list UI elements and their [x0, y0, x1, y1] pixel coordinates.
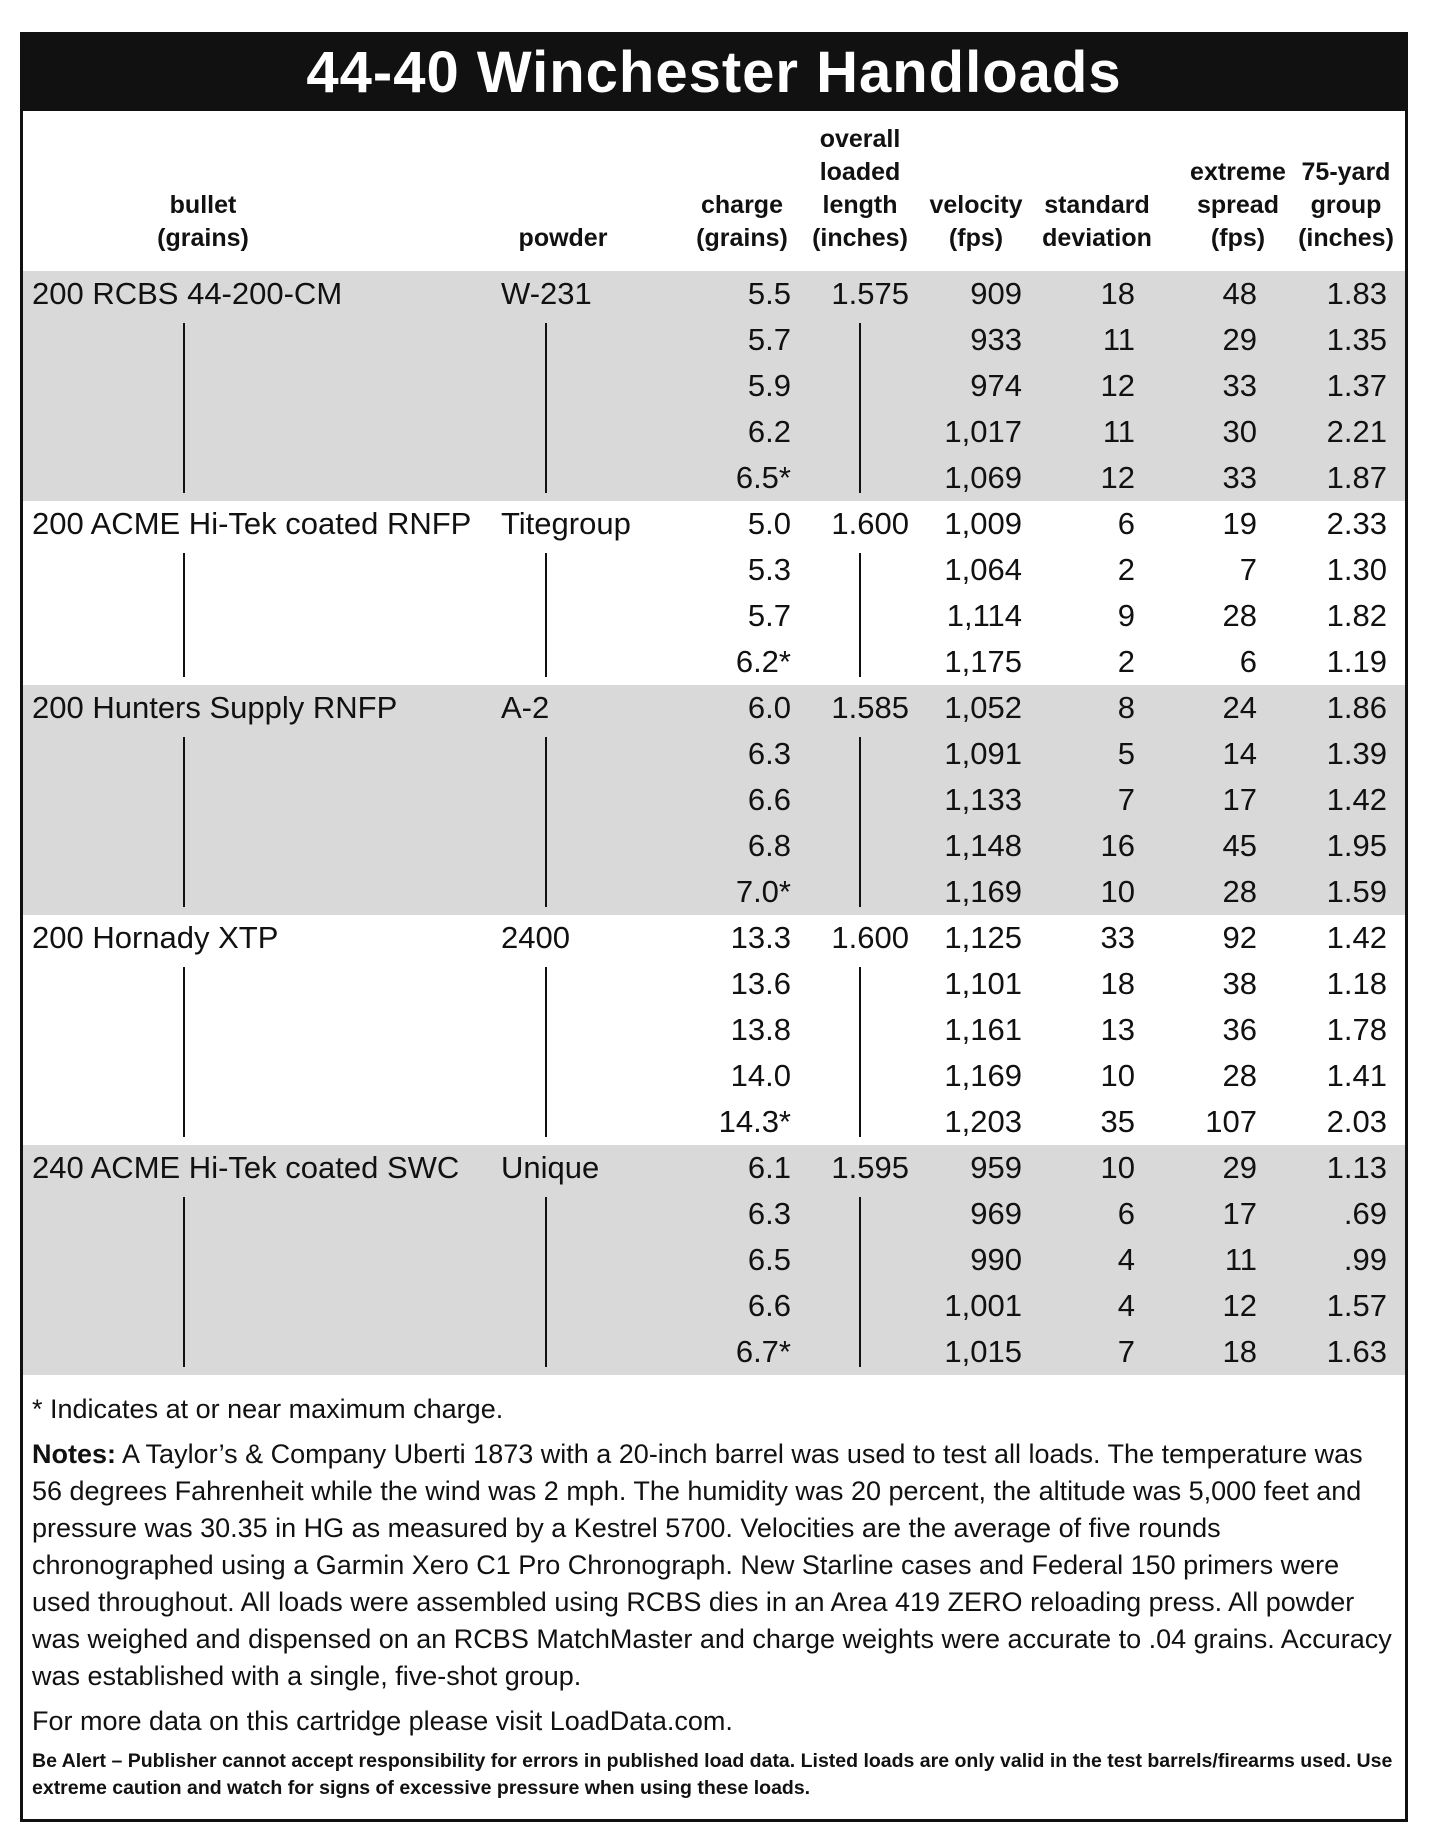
- bullet-cell: 200 Hunters Supply RNFP: [32, 690, 398, 725]
- charge-cell: 6.7*: [735, 1334, 791, 1369]
- velocity-cell: 974: [970, 368, 1022, 403]
- standard-deviation-cell: 4: [1117, 1242, 1135, 1277]
- group-cell: 1.59: [1326, 874, 1387, 909]
- extreme-spread-cell: 92: [1222, 920, 1257, 955]
- standard-deviation-cell: 12: [1100, 368, 1135, 403]
- velocity-cell: 1,017: [944, 414, 1022, 449]
- group-cell: 1.19: [1326, 644, 1387, 679]
- table-row: [23, 1191, 1405, 1237]
- charge-cell: 6.3: [747, 736, 791, 771]
- notes-label: Notes:: [32, 1439, 117, 1469]
- velocity-cell: 909: [970, 276, 1022, 311]
- table-footer: [23, 1375, 1405, 1802]
- bullet-ditto-line: [183, 553, 185, 677]
- header-velocity: velocity (fps): [929, 191, 1023, 252]
- group-cell: 1.95: [1326, 828, 1387, 863]
- powder-cell: 2400: [501, 920, 570, 955]
- table-row: [23, 1283, 1405, 1329]
- oal-cell: 1.600: [831, 506, 909, 541]
- standard-deviation-cell: 5: [1117, 736, 1135, 771]
- powder-ditto-line: [545, 553, 547, 677]
- powder-ditto-line: [545, 1197, 547, 1367]
- table-row: [23, 685, 1405, 731]
- group-cell: 2.03: [1326, 1104, 1387, 1139]
- standard-deviation-cell: 10: [1100, 1150, 1135, 1185]
- charge-cell: 14.3*: [718, 1104, 791, 1139]
- table-row: [23, 409, 1405, 455]
- velocity-cell: 969: [970, 1196, 1022, 1231]
- charge-cell: 5.7: [747, 322, 791, 357]
- group-cell: 1.82: [1326, 598, 1387, 633]
- powder-cell: A-2: [501, 690, 550, 725]
- velocity-cell: 1,169: [944, 1058, 1022, 1093]
- extreme-spread-cell: 11: [1224, 1242, 1257, 1277]
- group-cell: 1.83: [1326, 276, 1387, 311]
- velocity-cell: 1,069: [944, 460, 1022, 495]
- group-cell: 1.30: [1326, 552, 1387, 587]
- standard-deviation-cell: 2: [1117, 644, 1135, 679]
- powder-ditto-line: [545, 323, 547, 493]
- charge-cell: 13.6: [730, 966, 791, 1001]
- oal-cell: 1.585: [831, 690, 909, 725]
- velocity-cell: 1,001: [944, 1288, 1022, 1323]
- charge-cell: 6.5: [747, 1242, 791, 1277]
- load-group: [23, 271, 1405, 501]
- header-charge: charge (grains): [696, 191, 788, 252]
- table-row: [23, 317, 1405, 363]
- standard-deviation-cell: 16: [1100, 828, 1135, 863]
- oal-ditto-line: [859, 967, 861, 1137]
- standard-deviation-cell: 11: [1102, 322, 1135, 357]
- velocity-cell: 1,133: [944, 782, 1022, 817]
- standard-deviation-cell: 12: [1100, 460, 1135, 495]
- bullet-cell: 200 ACME Hi-Tek coated RNFP: [32, 506, 472, 541]
- standard-deviation-cell: 8: [1117, 690, 1135, 725]
- powder-ditto-line: [545, 967, 547, 1137]
- group-cell: 1.87: [1326, 460, 1387, 495]
- table-row: [23, 271, 1405, 317]
- velocity-cell: 1,101: [944, 966, 1022, 1001]
- velocity-cell: 1,169: [944, 874, 1022, 909]
- standard-deviation-cell: 35: [1100, 1104, 1135, 1139]
- velocity-cell: 1,064: [944, 552, 1022, 587]
- header-powder: powder: [518, 224, 608, 252]
- standard-deviation-cell: 18: [1100, 966, 1135, 1001]
- table-body: [23, 271, 1405, 1375]
- velocity-cell: 990: [970, 1242, 1022, 1277]
- group-cell: 1.63: [1326, 1334, 1387, 1369]
- charge-cell: 13.8: [730, 1012, 791, 1047]
- velocity-cell: 933: [970, 322, 1022, 357]
- table-row: [23, 363, 1405, 409]
- extreme-spread-cell: 24: [1222, 690, 1257, 725]
- table-header: [23, 111, 1405, 271]
- charge-cell: 5.7: [747, 598, 791, 633]
- bullet-cell: 200 RCBS 44-200-CM: [32, 276, 343, 311]
- group-cell: 1.42: [1326, 920, 1387, 955]
- table-row: [23, 547, 1405, 593]
- table-row: [23, 823, 1405, 869]
- charge-cell: 6.6: [747, 782, 791, 817]
- extreme-spread-cell: 14: [1222, 736, 1257, 771]
- standard-deviation-cell: 33: [1100, 920, 1135, 955]
- table-row: [23, 593, 1405, 639]
- powder-cell: Titegroup: [501, 506, 631, 541]
- velocity-cell: 1,125: [944, 920, 1022, 955]
- header-extreme-spread: extreme spread (fps): [1190, 158, 1286, 252]
- velocity-cell: 1,114: [946, 598, 1022, 633]
- standard-deviation-cell: 6: [1117, 506, 1135, 541]
- velocity-cell: 1,009: [944, 506, 1022, 541]
- group-cell: 1.13: [1326, 1150, 1387, 1185]
- group-cell: .69: [1343, 1196, 1387, 1231]
- charge-cell: 5.5: [747, 276, 791, 311]
- group-cell: 1.37: [1326, 368, 1387, 403]
- standard-deviation-cell: 2: [1117, 552, 1135, 587]
- table-row: [23, 915, 1405, 961]
- group-cell: 1.35: [1326, 322, 1387, 357]
- powder-ditto-line: [545, 737, 547, 907]
- charge-cell: 7.0*: [735, 874, 791, 909]
- table-row: [23, 1053, 1405, 1099]
- notes-text: A Taylor’s & Company Uberti 1873 with a 20-inch barrel was used to test all loads. The temperature was 56 degrees Fahrenheit while the wind was 2 mph. The humidity was 20 percent, the altitude was 5,000 feet and pressure was 30.35 in HG as measured by a Kestrel 5700. Velocities are the average of five rounds chronographed using a Garmin Xero C1 Pro Chronograph. New Starline cases and Federal 150 primers were used throughout. All loads were assembled using RCBS dies in an Area 419 ZERO reloading press. All powder was weighed and dispensed on an RCBS MatchMaster and charge weights were accurate to .04 grains. Accuracy was established with a single, five-shot group.: [32, 1439, 1392, 1691]
- velocity-cell: 1,161: [944, 1012, 1022, 1047]
- table-row: [23, 777, 1405, 823]
- table-row: [23, 869, 1405, 915]
- extreme-spread-cell: 17: [1222, 782, 1257, 817]
- group-cell: 1.18: [1326, 966, 1387, 1001]
- extreme-spread-cell: 48: [1222, 276, 1257, 311]
- extreme-spread-cell: 12: [1222, 1288, 1257, 1323]
- table-row: [23, 731, 1405, 777]
- table-title: 44-40 Winchester Handloads: [23, 35, 1405, 111]
- extreme-spread-cell: 28: [1222, 598, 1257, 633]
- group-cell: 2.21: [1326, 414, 1387, 449]
- bullet-cell: 240 ACME Hi-Tek coated SWC: [32, 1150, 460, 1185]
- bullet-ditto-line: [183, 323, 185, 493]
- alert-disclaimer: Be Alert – Publisher cannot accept responsibility for errors in published load data. Listed loads are only valid in the test barrels/firearms used. Use extreme caution and watch for signs of excessive pressure when using these loads.: [32, 1750, 1393, 1799]
- extreme-spread-cell: 7: [1239, 552, 1257, 587]
- group-cell: 1.42: [1326, 782, 1387, 817]
- velocity-cell: 1,091: [944, 736, 1022, 771]
- standard-deviation-cell: 7: [1117, 1334, 1135, 1369]
- charge-cell: 6.0: [747, 690, 791, 725]
- table-row: [23, 961, 1405, 1007]
- standard-deviation-cell: 4: [1117, 1288, 1135, 1323]
- standard-deviation-cell: 7: [1117, 782, 1135, 817]
- bullet-cell: 200 Hornady XTP: [32, 920, 279, 955]
- velocity-cell: 1,015: [944, 1334, 1022, 1369]
- load-group: [23, 685, 1405, 915]
- footnote: * Indicates at or near maximum charge.: [32, 1394, 504, 1424]
- load-group: [23, 915, 1405, 1145]
- table-row: [23, 1007, 1405, 1053]
- velocity-cell: 959: [970, 1150, 1022, 1185]
- oal-cell: 1.575: [831, 276, 909, 311]
- group-cell: 1.86: [1326, 690, 1387, 725]
- header-oal: overall loaded length (inches): [812, 125, 908, 252]
- extreme-spread-cell: 30: [1222, 414, 1257, 449]
- group-cell: 2.33: [1326, 506, 1387, 541]
- velocity-cell: 1,052: [944, 690, 1022, 725]
- group-cell: .99: [1343, 1242, 1387, 1277]
- load-data-table-panel: [20, 32, 1408, 1822]
- bullet-ditto-line: [183, 967, 185, 1137]
- standard-deviation-cell: 9: [1117, 598, 1135, 633]
- charge-cell: 6.8: [747, 828, 791, 863]
- bullet-ditto-line: [183, 737, 185, 907]
- group-cell: 1.57: [1326, 1288, 1387, 1323]
- extreme-spread-cell: 28: [1222, 1058, 1257, 1093]
- powder-cell: W-231: [501, 276, 592, 311]
- extreme-spread-cell: 38: [1222, 966, 1257, 1001]
- velocity-cell: 1,175: [944, 644, 1022, 679]
- group-cell: 1.39: [1326, 736, 1387, 771]
- charge-cell: 6.5*: [735, 460, 791, 495]
- standard-deviation-cell: 13: [1100, 1012, 1135, 1047]
- velocity-cell: 1,203: [944, 1104, 1022, 1139]
- standard-deviation-cell: 11: [1102, 414, 1135, 449]
- group-cell: 1.78: [1326, 1012, 1387, 1047]
- oal-cell: 1.600: [831, 920, 909, 955]
- charge-cell: 6.6: [747, 1288, 791, 1323]
- bullet-ditto-line: [183, 1197, 185, 1367]
- table-row: [23, 1237, 1405, 1283]
- charge-cell: 13.3: [730, 920, 791, 955]
- oal-ditto-line: [859, 553, 861, 677]
- table-row: [23, 455, 1405, 501]
- extreme-spread-cell: 107: [1205, 1104, 1257, 1139]
- charge-cell: 5.3: [747, 552, 791, 587]
- extreme-spread-cell: 45: [1222, 828, 1257, 863]
- oal-ditto-line: [859, 1197, 861, 1367]
- extreme-spread-cell: 18: [1222, 1334, 1257, 1369]
- table-row: [23, 1099, 1405, 1145]
- extreme-spread-cell: 29: [1222, 322, 1257, 357]
- more-data-text: For more data on this cartridge please visit LoadData.com.: [32, 1706, 733, 1736]
- group-cell: 1.41: [1326, 1058, 1387, 1093]
- charge-cell: 6.2*: [735, 644, 791, 679]
- charge-cell: 6.2: [747, 414, 791, 449]
- powder-cell: Unique: [501, 1150, 600, 1185]
- charge-cell: 6.3: [747, 1196, 791, 1231]
- header-standard-deviation: standard deviation: [1042, 191, 1152, 252]
- standard-deviation-cell: 10: [1100, 1058, 1135, 1093]
- notes-paragraph: [32, 1436, 1396, 1695]
- extreme-spread-cell: 6: [1239, 644, 1257, 679]
- extreme-spread-cell: 29: [1222, 1150, 1257, 1185]
- extreme-spread-cell: 28: [1222, 874, 1257, 909]
- extreme-spread-cell: 17: [1222, 1196, 1257, 1231]
- load-group: [23, 501, 1405, 685]
- extreme-spread-cell: 36: [1222, 1012, 1257, 1047]
- charge-cell: 14.0: [730, 1058, 791, 1093]
- table-row: [23, 639, 1405, 685]
- oal-ditto-line: [859, 737, 861, 907]
- oal-ditto-line: [859, 323, 861, 493]
- oal-cell: 1.595: [831, 1150, 909, 1185]
- extreme-spread-cell: 19: [1222, 506, 1257, 541]
- charge-cell: 5.9: [747, 368, 791, 403]
- header-group: 75-yard group (inches): [1298, 158, 1394, 252]
- table-row: [23, 501, 1405, 547]
- table-row: [23, 1145, 1405, 1191]
- standard-deviation-cell: 6: [1117, 1196, 1135, 1231]
- charge-cell: 6.1: [747, 1150, 791, 1185]
- standard-deviation-cell: 18: [1100, 276, 1135, 311]
- load-group: [23, 1145, 1405, 1375]
- header-bullet: bullet (grains): [157, 191, 249, 252]
- charge-cell: 5.0: [747, 506, 791, 541]
- table-row: [23, 1329, 1405, 1375]
- standard-deviation-cell: 10: [1100, 874, 1135, 909]
- extreme-spread-cell: 33: [1222, 460, 1257, 495]
- extreme-spread-cell: 33: [1222, 368, 1257, 403]
- velocity-cell: 1,148: [944, 828, 1022, 863]
